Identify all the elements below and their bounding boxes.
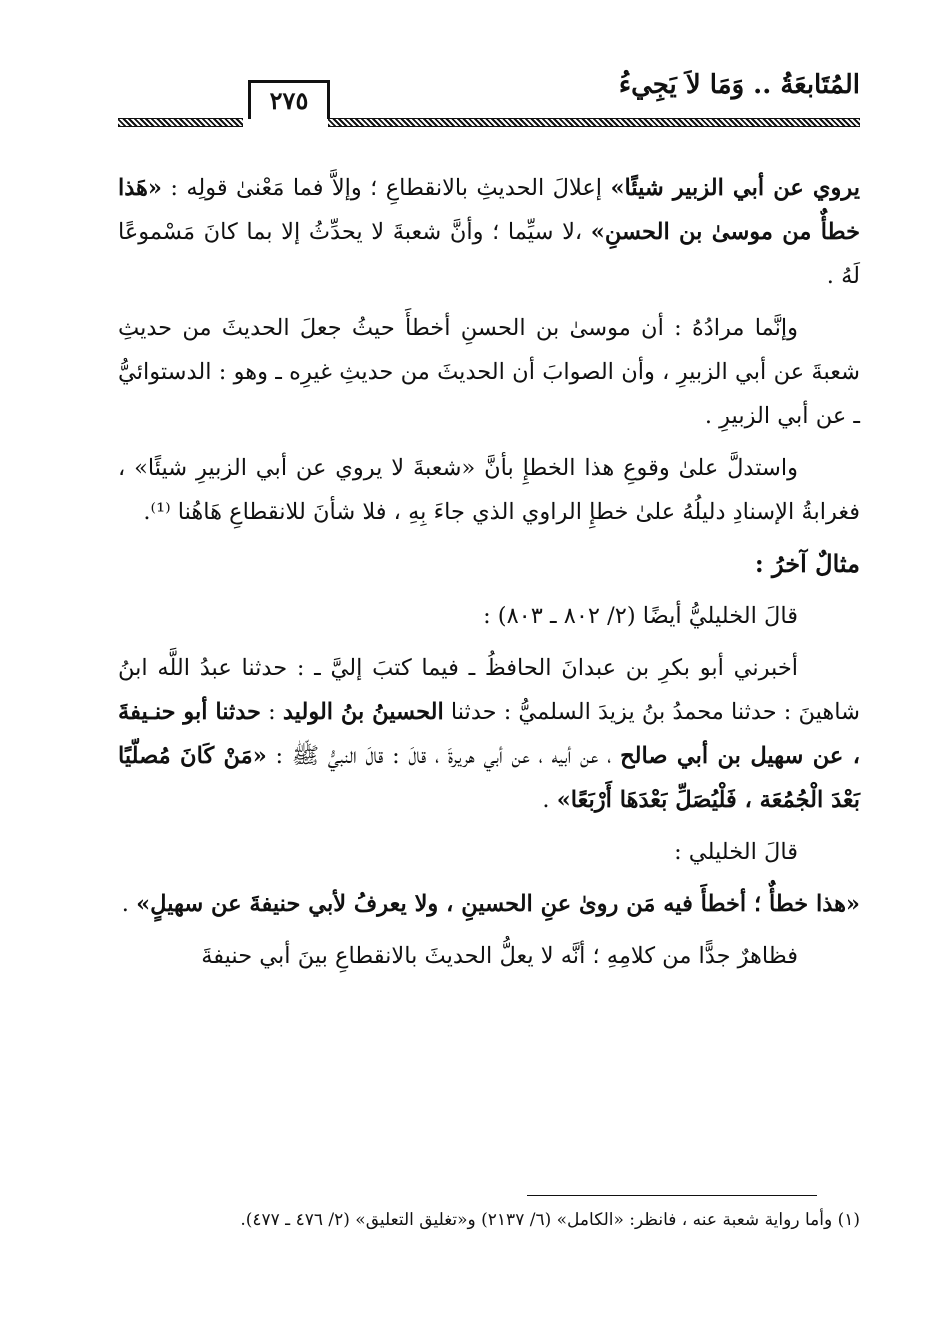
header-rule-left bbox=[118, 118, 243, 127]
running-title: المُتَابعَةُ .. وَمَا لاَ يَجِيءُ bbox=[618, 70, 860, 100]
paragraph bbox=[118, 830, 860, 874]
text-segment: إعلالَ الحديثِ بالانقطاعِ ؛ وإلاَّ فما مَعْنىٰ قولِه : bbox=[162, 175, 611, 201]
main-text bbox=[118, 166, 860, 986]
paragraph bbox=[118, 306, 860, 438]
text-segment: . bbox=[121, 891, 137, 917]
bold-segment: حدثنا أبو حنـيفةَ ، عن سهيل بن أبي صالح bbox=[118, 699, 860, 769]
text-segment: قالَ الخليليُّ أيضًا (٢/ ٨٠٢ ـ ٨٠٣) : bbox=[483, 603, 798, 629]
text-segment: قالَ الخليلي : bbox=[674, 839, 798, 865]
paragraph bbox=[118, 646, 860, 822]
text-segment: . bbox=[542, 787, 557, 813]
section-heading bbox=[118, 542, 860, 586]
page-header bbox=[118, 66, 860, 136]
text-segment: واستدلَّ علىٰ وقوعِ هذا الخطإِ بأنَّ «شعبةَ لا يروي عن أبي الزبيرِ شيئًا» ، فغرابةُ الإسنادِ دليلُهُ علىٰ خطإِ الراوي الذي جاءَ بِهِ ، فلا شأنَ للانقطاعِ هَاهُنا ⁽¹⁾. bbox=[118, 455, 860, 525]
page-number: ٢٧٥ bbox=[248, 80, 330, 119]
paragraph bbox=[118, 446, 860, 534]
bold-segment: مثالٌ آخرُ : bbox=[754, 549, 860, 578]
bold-segment: «هَذا خطأٌ من موسىٰ بن الحسنِ» bbox=[118, 175, 860, 245]
paragraph bbox=[118, 934, 860, 978]
header-rule-right bbox=[328, 118, 860, 127]
text-segment: أخبرني أبو بكرِ بن عبدانَ الحافظُ ـ فيما كتبَ إليَّ ـ : حدثنا عبدُ اللَّه ابنُ شاهينَ : حدثنا محمدُ بنُ يزيدَ السلميُّ : حدثنا bbox=[118, 655, 860, 725]
paragraph bbox=[118, 166, 860, 298]
footnote: (١) وأما رواية شعبة عنه ، فانظر: «الكامل» (٦/ ٢١٣٧) و«تغليق التعليق» (٢/ ٤٧٦ ـ ٤٧٧). bbox=[240, 1210, 860, 1230]
text-segment: وإنَّما مرادُهُ : أن موسىٰ بن الحسنِ أخطأَ حيثُ جعلَ الحديثَ من حديثِ شعبةَ عن أبي الزبيرِ ، وأن الصوابَ أن الحديثَ من حديثِ غيرِه ـ وهو : الدستوائيُّ ـ عن أبي الزبيرِ . bbox=[118, 315, 860, 429]
text-segment: فظاهرٌ جدًّا من كلامِهِ ؛ أنَّه لا يعلُّ الحديثَ بالانقطاعِ بينَ أبي حنيفةَ bbox=[201, 943, 798, 969]
bold-segment: الحسينُ بنُ الوليد bbox=[282, 699, 444, 725]
bold-segment: يروي عن أبي الزبير شيئًا» bbox=[610, 175, 860, 201]
paragraph bbox=[118, 882, 860, 926]
bold-segment: «هذا خطأٌ ؛ أخطأَ فيه مَن روىٰ عنِ الحسينِ ، ولا يعرفُ لأبي حنيفةَ عن سهيلٍ» bbox=[136, 891, 860, 917]
paragraph bbox=[118, 594, 860, 638]
text-segment: ، عن أبيه ، عن أبي هريرةَ ، قالَ : قالَ النبيُّ ﷺ : bbox=[266, 743, 621, 769]
text-segment: ،لا سيِّما ؛ وأنَّ شعبةَ لا يحدِّثُ إلا بما كانَ مَسْموعًا لَهُ . bbox=[118, 219, 860, 289]
bold-segment: «مَنْ كَانَ مُصلّيًا بَعْدَ الْجُمُعَة ، فَلْيُصَلِّ بَعْدَهَا أَرْبَعًا» bbox=[118, 743, 860, 813]
footnote-separator bbox=[527, 1195, 817, 1196]
text-segment: : bbox=[260, 699, 283, 725]
